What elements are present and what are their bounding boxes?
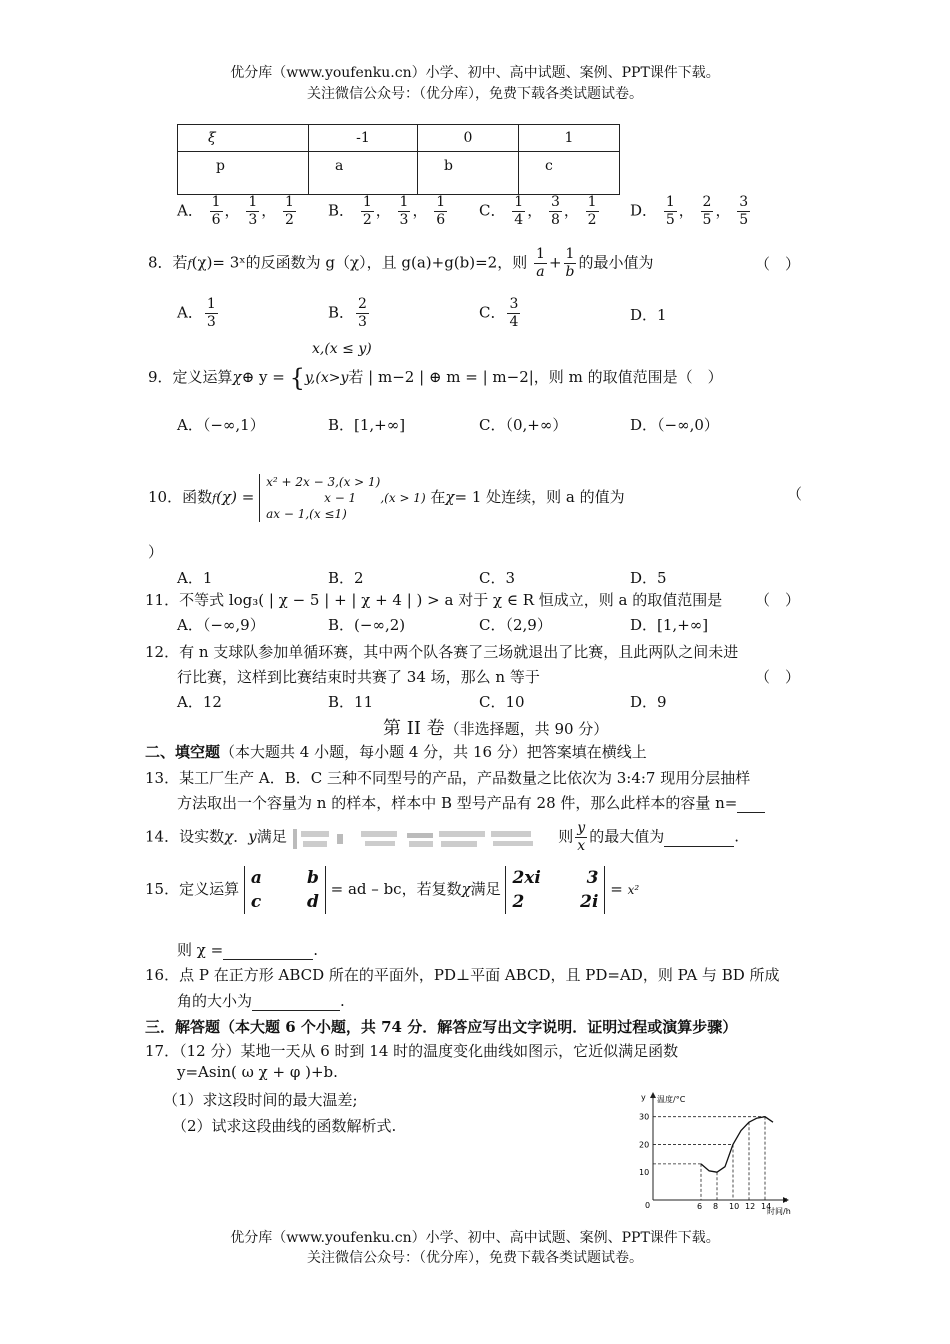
q11-option-c: C．（2,9） <box>479 616 552 634</box>
footer-line-2: 关注微信公众号：（优分库），免费下载各类试题试卷。 <box>307 1250 643 1266</box>
question-10: 10．函数f(χ) = x² + 2x − 3,(x > 1) x − 1 ax − 1,(x ≤1) ,(x > 1) 在χ= 1 处连续，则 a 的值为 <box>148 475 625 521</box>
y-tick-label: 10 <box>639 1168 650 1178</box>
part-2-title: 第 II 卷（非选择题，共 90 分） <box>383 718 609 739</box>
q11-option-b: B．(−∞,2) <box>328 616 406 634</box>
q11-paren: （ ） <box>755 591 801 609</box>
q10-option-a: A．1 <box>177 569 213 587</box>
q11-option-d: D．[1,+∞] <box>630 616 709 634</box>
y-tick-label: 30 <box>639 1112 650 1122</box>
question-15-answer: 则 χ = . <box>177 941 318 959</box>
q9-option-c: C．（0,+∞） <box>479 416 568 434</box>
q7-option-a: A． $\frac{1}{6}$ ， $\frac{1}{3}$ ， $\frac{1}{2}$ <box>177 194 294 228</box>
q8-option-d: D．1 <box>630 306 667 324</box>
question-17-part-2: （2）试求这段曲线的函数解析式. <box>172 1117 397 1135</box>
q14-constraint-image <box>291 825 553 851</box>
q10-piecewise: x² + 2x − 3,(x > 1) x − 1 ax − 1,(x ≤1) <box>259 474 380 522</box>
question-9: 9．定义运算χ⊕ y = {y,(x>y若 | m−2 | ⊕ m = | m−2|，则 m 的取值范围是（ ） <box>148 364 723 392</box>
header-line-1: 优分库（www.youfenku.cn）小学、初中、高中试题、案例、PPT课件下载。 <box>230 65 720 81</box>
x-tick-label: 6 <box>697 1202 703 1211</box>
table-cell: -1 <box>309 125 418 152</box>
temperature-chart <box>637 1090 791 1220</box>
q15-determinant-2: 2xi 3 2 2i <box>505 866 605 914</box>
question-17-line-2: y=Asin( ω χ + φ )+b. <box>177 1063 338 1081</box>
table-row <box>178 152 620 195</box>
question-16-line-1: 16．点 P 在正方形 ABCD 所在的平面外，PD⊥平面 ABCD，且 PD=AD，则 PA 与 BD 所成 <box>145 966 780 984</box>
q10-option-b: B．2 <box>328 569 364 587</box>
x-tick-label: 10 <box>729 1202 740 1211</box>
table-cell: a <box>309 152 418 195</box>
table-cell: p <box>178 152 309 195</box>
temperature-curve <box>701 1117 773 1173</box>
table-cell: ξ <box>178 125 309 152</box>
origin-label: 0 <box>645 1201 651 1210</box>
question-8: 8．若f(χ)= 3ˣ的反函数为 g（χ），且 g(a)+g(b)=2，则 $\frac{1}{a}$ + $\frac{1}{b}$ 的最小值为 <box>148 246 654 280</box>
q10-option-c: C．3 <box>479 569 516 587</box>
q15-determinant-1: a b c d <box>244 866 326 914</box>
question-12-line-2: 行比赛，这样到比赛结束时共赛了 34 场，那么 n 等于 <box>177 668 540 686</box>
q10-option-d: D．5 <box>630 569 667 587</box>
header-line-2: 关注微信公众号：（优分库），免费下载各类试题试卷。 <box>307 86 643 102</box>
question-12-line-1: 12．有 n 支球队参加单循环赛，其中两个队各赛了三场就退出了比赛，且此两队之间未进 <box>145 643 739 661</box>
question-13-line-2: 方法取出一个容量为 n 的样本，样本中 B 型号产品有 28 件，那么此样本的容量 n= <box>177 792 765 813</box>
q7-option-c: C． $\frac{1}{4}$ ， $\frac{3}{8}$ ， $\frac{1}{2}$ <box>479 194 597 228</box>
q12-option-c: C．10 <box>479 693 525 711</box>
x-tick-label: 12 <box>745 1202 756 1211</box>
q7-option-d: D． $\frac{1}{5}$ ， $\frac{2}{5}$ ， $\frac{3}{5}$ <box>630 194 749 228</box>
table-cell: c <box>519 152 620 195</box>
section-3-heading: 三．解答题（本大题 6 个小题，共 74 分．解答应写出文字说明．证明过程或演算步骤） <box>145 1018 738 1036</box>
table-cell: 0 <box>418 125 519 152</box>
question-15: 15．定义运算 a b c d = ad – bc，若复数χ满足 2xi 3 2 2i = x² <box>145 868 640 912</box>
q8-option-b: B． $\frac{2}{3}$ <box>328 296 367 330</box>
table-cell: 1 <box>519 125 620 152</box>
y-axis-arrow <box>650 1092 656 1098</box>
q12-option-b: B．11 <box>328 693 374 711</box>
x-axis-label: 时间/h <box>767 1207 791 1216</box>
q7-option-b: B． $\frac{1}{2}$ ， $\frac{1}{3}$ ， $\frac{1}{6}$ <box>328 194 446 228</box>
q10-paren-left: （ <box>787 485 803 503</box>
question-14: 14．设实数χ．y满足 则 $\frac{y}{x}$ 的最大值为 . <box>145 820 739 854</box>
q9-case-1: x,(x ≤ y) <box>312 341 372 357</box>
q9-option-b: B．[1,+∞] <box>328 416 406 434</box>
q11-option-a: A．（−∞,9） <box>177 616 265 634</box>
footer-line-1: 优分库（www.youfenku.cn）小学、初中、高中试题、案例、PPT课件下载。 <box>230 1230 720 1246</box>
y-axis-label: 温度/°C <box>657 1095 686 1104</box>
question-13-line-1: 13．某工厂生产 A．B．C 三种不同型号的产品，产品数量之比依次为 3:4:7 现用分层抽样 <box>145 769 751 787</box>
q8-option-a: A． $\frac{1}{3}$ <box>177 296 216 330</box>
distribution-table <box>177 124 620 195</box>
table-cell: b <box>418 152 519 195</box>
q12-paren: （ ） <box>755 668 801 686</box>
q9-option-d: D．（−∞,0） <box>630 416 719 434</box>
table-row <box>178 125 620 152</box>
question-16-line-2: 角的大小为 . <box>177 992 345 1010</box>
question-17-part-1: （1）求这段时间的最大温差; <box>163 1091 358 1109</box>
q10-paren-right: ） <box>148 543 164 561</box>
q9-option-a: A．（−∞,1） <box>177 416 265 434</box>
q12-option-a: A．12 <box>177 693 222 711</box>
question-11: 11．不等式 log₃( | χ − 5 | + | χ + 4 | ) > a 对于 χ ∈ R 恒成立，则 a 的取值范围是 <box>145 591 723 609</box>
x-tick-label: 8 <box>713 1202 719 1211</box>
x-tick-label: 14 <box>761 1202 772 1211</box>
y-axis-letter: y <box>641 1093 646 1102</box>
q8-option-c: C． $\frac{3}{4}$ <box>479 296 519 330</box>
x-axis-letter: x <box>783 1196 788 1204</box>
q12-option-d: D．9 <box>630 693 667 711</box>
question-17-line-1: 17．（12 分）某地一天从 6 时到 14 时的温度变化曲线如图示，它近似满足函数 <box>145 1042 679 1060</box>
section-2-heading: 二、填空题（本大题共 4 小题，每小题 4 分，共 16 分）把答案填在横线上 <box>145 743 647 761</box>
q8-paren: （ ） <box>755 255 801 273</box>
y-tick-label: 20 <box>639 1140 650 1150</box>
